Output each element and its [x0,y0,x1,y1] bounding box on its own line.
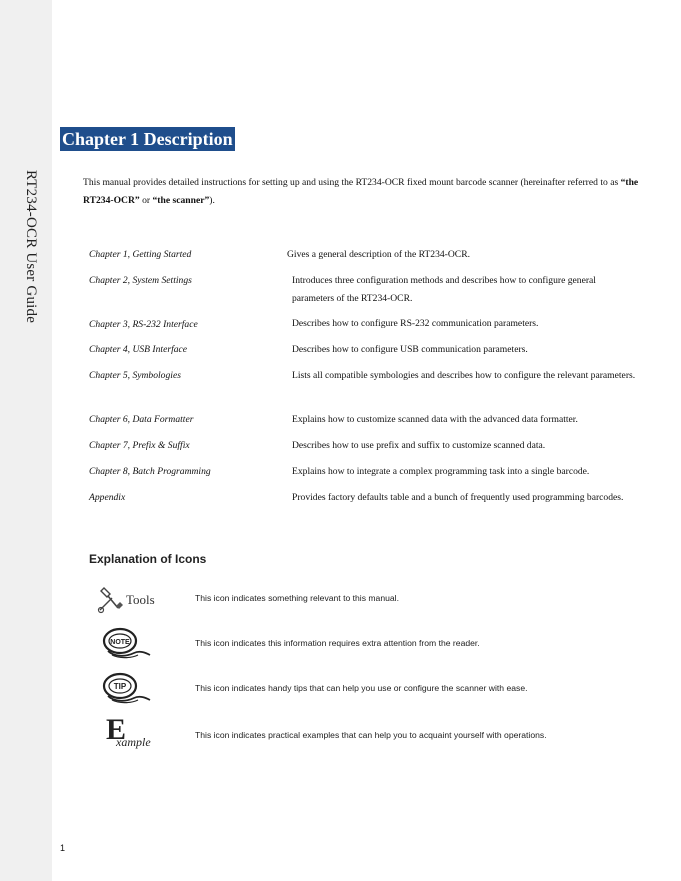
intro-bold-1: “the RT234-OCR” [83,177,639,206]
chapter-desc-5: Lists all compatible symbologies and describes how to configure the relevant parameters. [292,370,636,381]
chapter-desc-6: Explains how to customize scanned data with the advanced data formatter. [292,414,578,425]
chapter-desc-8: Explains how to integrate a complex programming task into a single barcode. [292,466,590,477]
chapter-desc-4: Describes how to configure USB communication parameters. [292,344,528,355]
page-number: 1 [60,843,66,853]
icon-row-tip [96,672,596,708]
chapter-name-8: Chapter 8, Batch Programming [89,466,211,477]
note-icon-description: This icon indicates this information requires extra attention from the reader. [195,638,480,648]
chapter-name-3: Chapter 3, RS-232 Interface [89,319,198,330]
chapter-name-7: Chapter 7, Prefix & Suffix [89,440,190,451]
icon-row-example [96,713,596,755]
example-icon-small-text: xample [116,735,151,749]
tip-icon-description: This icon indicates handy tips that can help you use or configure the scanner with ease. [195,683,528,693]
chapter-heading: Chapter 1 Description [62,129,233,149]
sidebar [0,0,52,881]
document-title: RT234-OCR User Guide [23,170,39,324]
intro-paragraph: This manual provides detailed instructions for setting up and using the RT234-OCR fixed mount barcode scanner (hereinafter referred to as “the RT234-OCR” or “the scanner”). [83,177,639,206]
icon-row-tools [96,582,596,618]
chapter-desc-3: Describes how to configure RS-232 communication parameters. [292,318,539,329]
chapter-desc-7: Describes how to use prefix and suffix to customize scanned data. [292,440,546,451]
icons-heading: Explanation of Icons [89,552,207,566]
chapter-name-9: Appendix [89,492,126,503]
tip-icon [96,672,158,708]
chapter-name-6: Chapter 6, Data Formatter [89,414,194,425]
example-icon-big-letter: E [106,713,127,746]
tip-icon-text: TIP [113,682,127,691]
note-icon-text: NOTE [110,639,130,646]
chapter-name-5: Chapter 5, Symbologies [89,370,181,381]
example-icon [96,713,158,755]
chapter-desc-2: Introduces three configuration methods and describes how to configure general parameters of the RT234-OCR. [292,275,596,304]
tools-icon [96,582,158,618]
chapter-name-2: Chapter 2, System Settings [89,275,192,286]
tools-icon-description: This icon indicates something relevant to this manual. [195,593,399,603]
chapter-desc-1: Gives a general description of the RT234-OCR. [287,249,470,260]
chapter-desc-9: Provides factory defaults table and a bunch of frequently used programming barcodes. [292,492,624,503]
note-icon [96,627,158,663]
tools-icon-label: Tools [126,592,155,607]
chapter-name-1: Chapter 1, Getting Started [89,249,192,260]
example-icon-description: This icon indicates practical examples that can help you to acquaint yourself with operations. [195,730,547,740]
chapter-name-4: Chapter 4, USB Interface [89,344,188,355]
intro-bold-2: “the scanner” [152,195,210,206]
icon-row-note [96,627,596,663]
